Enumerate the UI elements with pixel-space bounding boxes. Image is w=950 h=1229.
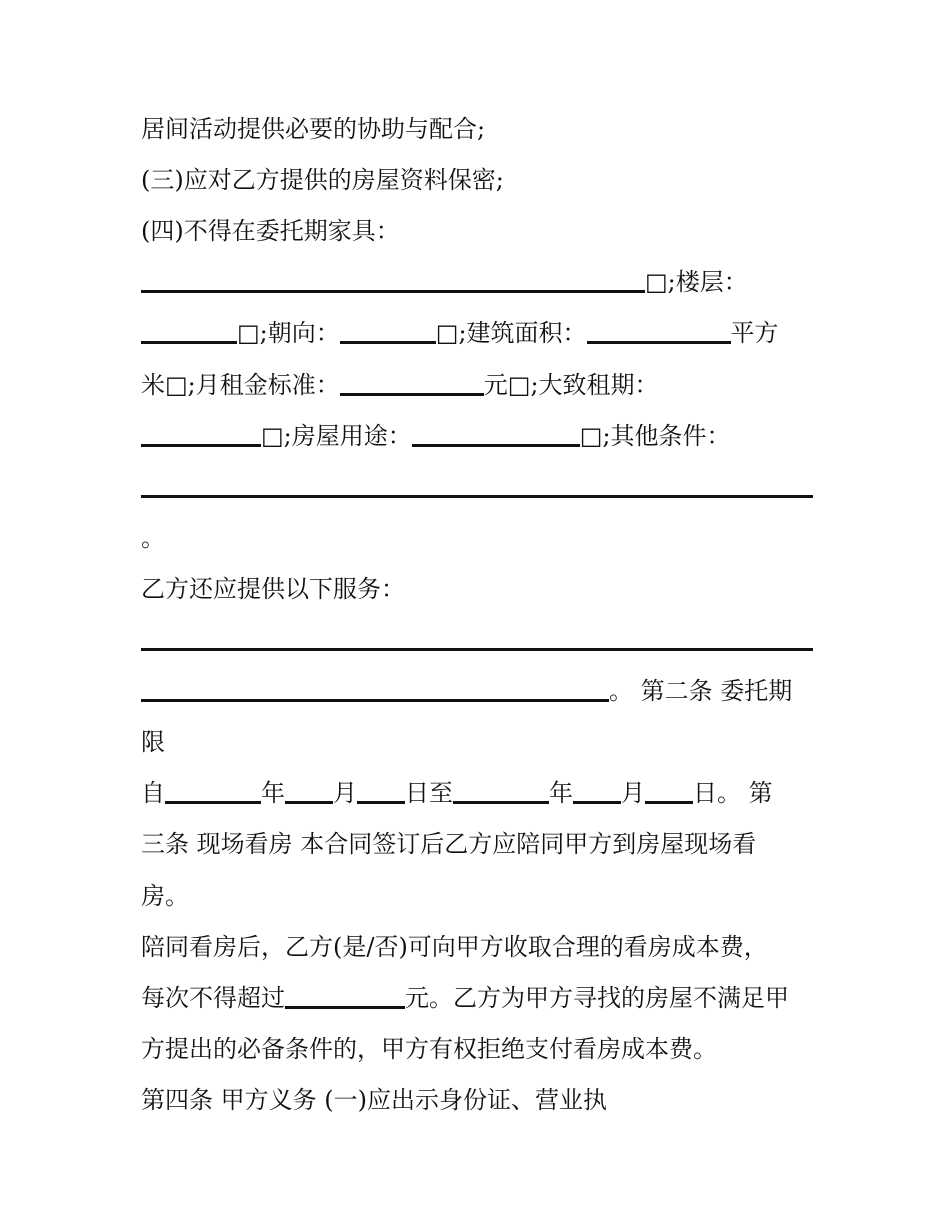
fill-in-blank xyxy=(357,775,405,804)
text-segment: 每次不得超过 xyxy=(141,983,285,1012)
text-segment: 年 xyxy=(261,779,285,808)
text-segment: □;楼层： xyxy=(645,268,748,297)
text-segment: 第四条 甲方义务 (一)应出示身份证、营业执 xyxy=(141,1085,607,1114)
text-line xyxy=(141,722,821,762)
text-line xyxy=(141,824,821,864)
text-line xyxy=(141,620,821,660)
text-line xyxy=(141,467,821,507)
text-segment: 房。 xyxy=(141,881,189,910)
fill-in-blank xyxy=(141,622,813,651)
text-segment: (三)应对乙方提供的房屋资料保密; xyxy=(141,166,504,195)
fill-in-blank xyxy=(285,775,333,804)
text-segment: 三条 现场看房 本合同签订后乙方应陪同甲方到房屋现场看 xyxy=(141,830,757,859)
fill-in-blank xyxy=(141,673,609,702)
text-segment: 。 第二条 委托期 xyxy=(609,677,793,706)
text-line xyxy=(141,569,821,609)
text-segment: □;其他条件： xyxy=(579,421,731,450)
fill-in-blank xyxy=(340,315,436,344)
fill-in-blank xyxy=(141,469,813,498)
text-segment: 月 xyxy=(333,779,357,808)
text-line xyxy=(141,927,821,967)
text-segment: 限 xyxy=(141,728,165,757)
fill-in-blank xyxy=(573,775,621,804)
text-line xyxy=(141,109,821,149)
fill-in-blank xyxy=(340,367,484,396)
fill-in-blank xyxy=(285,980,405,1009)
text-segment: 元。乙方为甲方寻找的房屋不满足甲 xyxy=(405,983,789,1012)
fill-in-blank xyxy=(141,418,261,447)
text-line xyxy=(141,518,821,558)
text-segment: 日。 第 xyxy=(693,779,773,808)
fill-in-blank xyxy=(412,418,580,447)
text-segment: 年 xyxy=(549,779,573,808)
text-segment: 元□;大致租期： xyxy=(483,370,659,399)
text-segment: 米□;月租金标准： xyxy=(141,370,340,399)
text-segment: 居间活动提供必要的协助与配合; xyxy=(141,115,486,143)
text-segment: 日至 xyxy=(405,779,453,808)
text-line xyxy=(141,313,821,353)
text-line xyxy=(141,671,821,711)
text-segment: 陪同看房后，乙方(是/否)可向甲方收取合理的看房成本费， xyxy=(141,932,768,961)
text-segment: 方提出的必备条件的，甲方有权拒绝支付看房成本费。 xyxy=(141,1034,717,1063)
text-segment: 平方 xyxy=(730,319,779,348)
text-segment: 月 xyxy=(621,779,645,808)
text-line xyxy=(141,160,821,200)
text-segment: □;朝向： xyxy=(237,319,340,348)
text-line xyxy=(141,773,821,813)
fill-in-blank xyxy=(587,315,731,344)
text-segment: 乙方还应提供以下服务： xyxy=(141,574,405,603)
text-line xyxy=(141,1080,821,1120)
text-line xyxy=(141,978,821,1018)
text-line xyxy=(141,1029,821,1069)
text-segment: □;建筑面积： xyxy=(435,319,587,348)
fill-in-blank xyxy=(141,315,237,344)
text-line xyxy=(141,262,821,302)
text-line xyxy=(141,211,821,251)
fill-in-blank xyxy=(141,264,645,293)
text-line xyxy=(141,876,821,916)
text-segment: □;房屋用途： xyxy=(261,421,412,450)
text-line xyxy=(141,416,821,456)
text-line xyxy=(141,365,821,405)
text-segment: 。 xyxy=(141,523,165,552)
text-segment: (四)不得在委托期家具： xyxy=(141,217,400,246)
fill-in-blank xyxy=(453,775,549,804)
fill-in-blank xyxy=(165,775,261,804)
text-segment: 自 xyxy=(141,779,165,808)
fill-in-blank xyxy=(645,775,693,804)
